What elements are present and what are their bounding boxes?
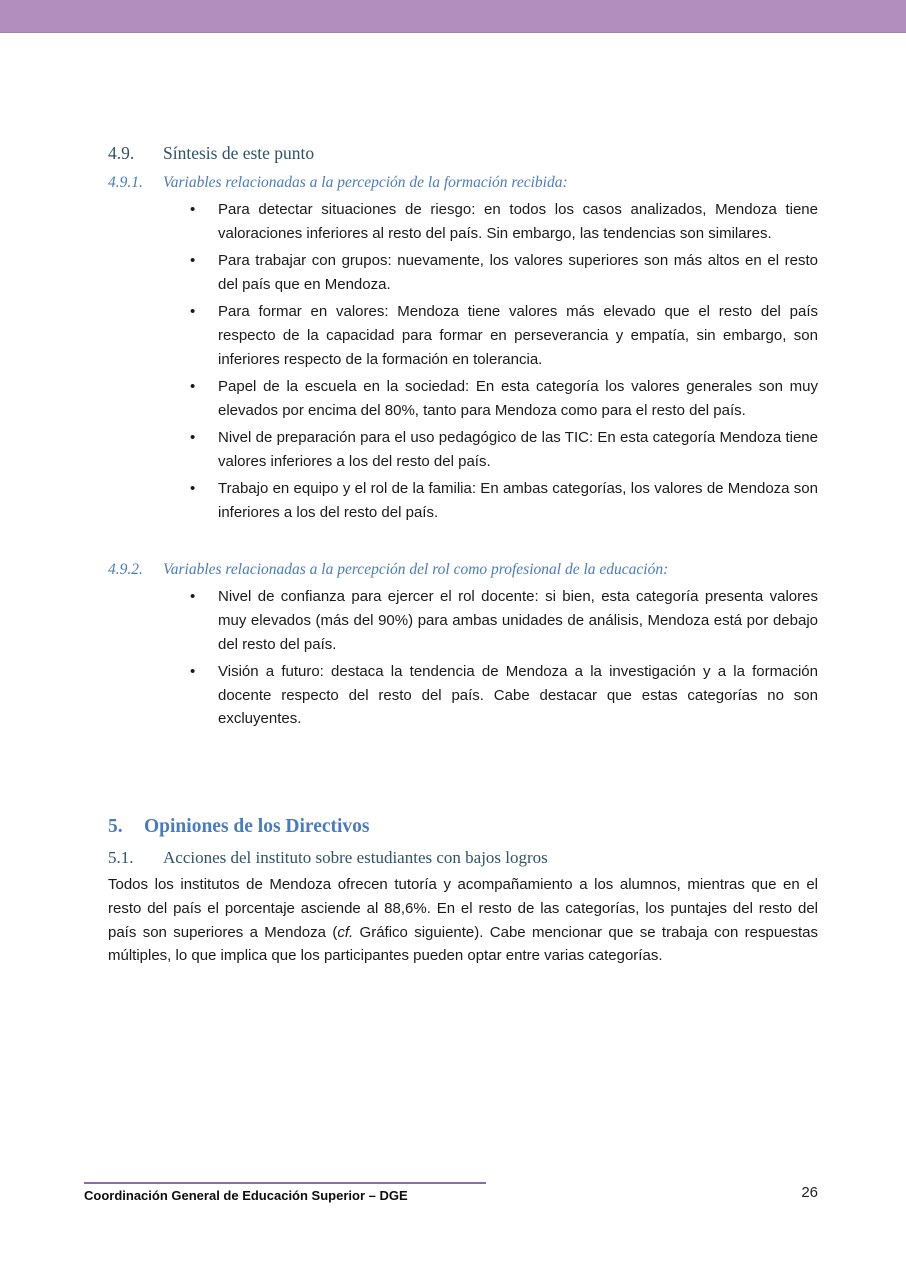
heading-4-9-title: Síntesis de este punto <box>163 143 315 163</box>
heading-5-1-number: 5.1. <box>108 848 134 867</box>
heading-5-1-title: Acciones del instituto sobre estudiantes con bajos logros <box>163 848 548 867</box>
paragraph-text-part1: Todos los institutos de Mendoza ofrecen tutoría y acompañamiento a los alumnos, mientras que en el resto del país el porcentaje asciende al 88,6%. En el resto de las categorías, los puntajes del resto del país son superiores a Mendoza ( <box>108 876 818 941</box>
list-item: • Papel de la escuela en la sociedad: En esta categoría los valores generales son muy elevados por encima del 80%, tanto para Mendoza como para el resto del país. <box>218 375 818 423</box>
heading-5-1 <box>108 848 818 868</box>
list-item: • Trabajo en equipo y el rol de la familia: En ambas categorías, los valores de Mendoza son inferiores a los del resto del país. <box>218 477 818 525</box>
heading-4-9-1 <box>108 174 818 192</box>
list-item: • Nivel de confianza para ejercer el rol docente: si bien, esta categoría presenta valores muy elevados (más del 90%) para ambas unidades de análisis, Mendoza está por debajo del resto del país. <box>218 585 818 656</box>
bullet-list-formation <box>108 198 818 528</box>
list-item: • Nivel de preparación para el uso pedagógico de las TIC: En esta categoría Mendoza tiene valores inferiores a los del resto del país. <box>218 426 818 474</box>
heading-4-9-1-number: 4.9.1. <box>108 174 143 191</box>
heading-5-number: 5. <box>108 816 123 837</box>
list-item: • Para formar en valores: Mendoza tiene valores más elevado que el resto del país respecto de la capacidad para formar en perseverancia y empatía, sin embargo, son inferiores respecto de la formación en tolerancia. <box>218 300 818 371</box>
heading-4-9-2-number: 4.9.2. <box>108 561 143 578</box>
body-paragraph <box>108 873 818 968</box>
page-header-bar <box>0 0 906 33</box>
paragraph-text-part2: Gráfico siguiente). Cabe mencionar que se trabaja con respuestas múltiples, lo que implica que los participantes pueden optar entre varias categorías. <box>108 923 819 965</box>
heading-4-9 <box>108 143 818 164</box>
list-item: • Para trabajar con grupos: nuevamente, los valores superiores son más altos en el resto del país que en Mendoza. <box>218 249 818 297</box>
footer-divider-line <box>84 1182 486 1184</box>
bullet-list-role <box>108 585 818 735</box>
heading-5-title: Opiniones de los Directivos <box>144 816 370 837</box>
page-number: 26 <box>801 1184 818 1201</box>
heading-4-9-1-title: Variables relacionadas a la percepción de la formación recibida: <box>163 174 568 191</box>
heading-4-9-2-title: Variables relacionadas a la percepción del rol como profesional de la educación: <box>163 561 669 578</box>
list-item: • Para detectar situaciones de riesgo: en todos los casos analizados, Mendoza tiene valoraciones inferiores al resto del país. Sin embargo, las tendencias son similares. <box>218 198 818 246</box>
footer-organization-text: Coordinación General de Educación Superior – DGE <box>84 1188 408 1203</box>
heading-5 <box>108 816 818 838</box>
list-item: • Visión a futuro: destaca la tendencia de Mendoza a la investigación y a la formación docente respecto del resto del país. Cabe destacar que estas categorías no son excluyentes. <box>218 660 818 731</box>
heading-4-9-number: 4.9. <box>108 143 135 163</box>
paragraph-italic-cf: cf. <box>337 923 354 941</box>
heading-4-9-2 <box>108 561 818 579</box>
